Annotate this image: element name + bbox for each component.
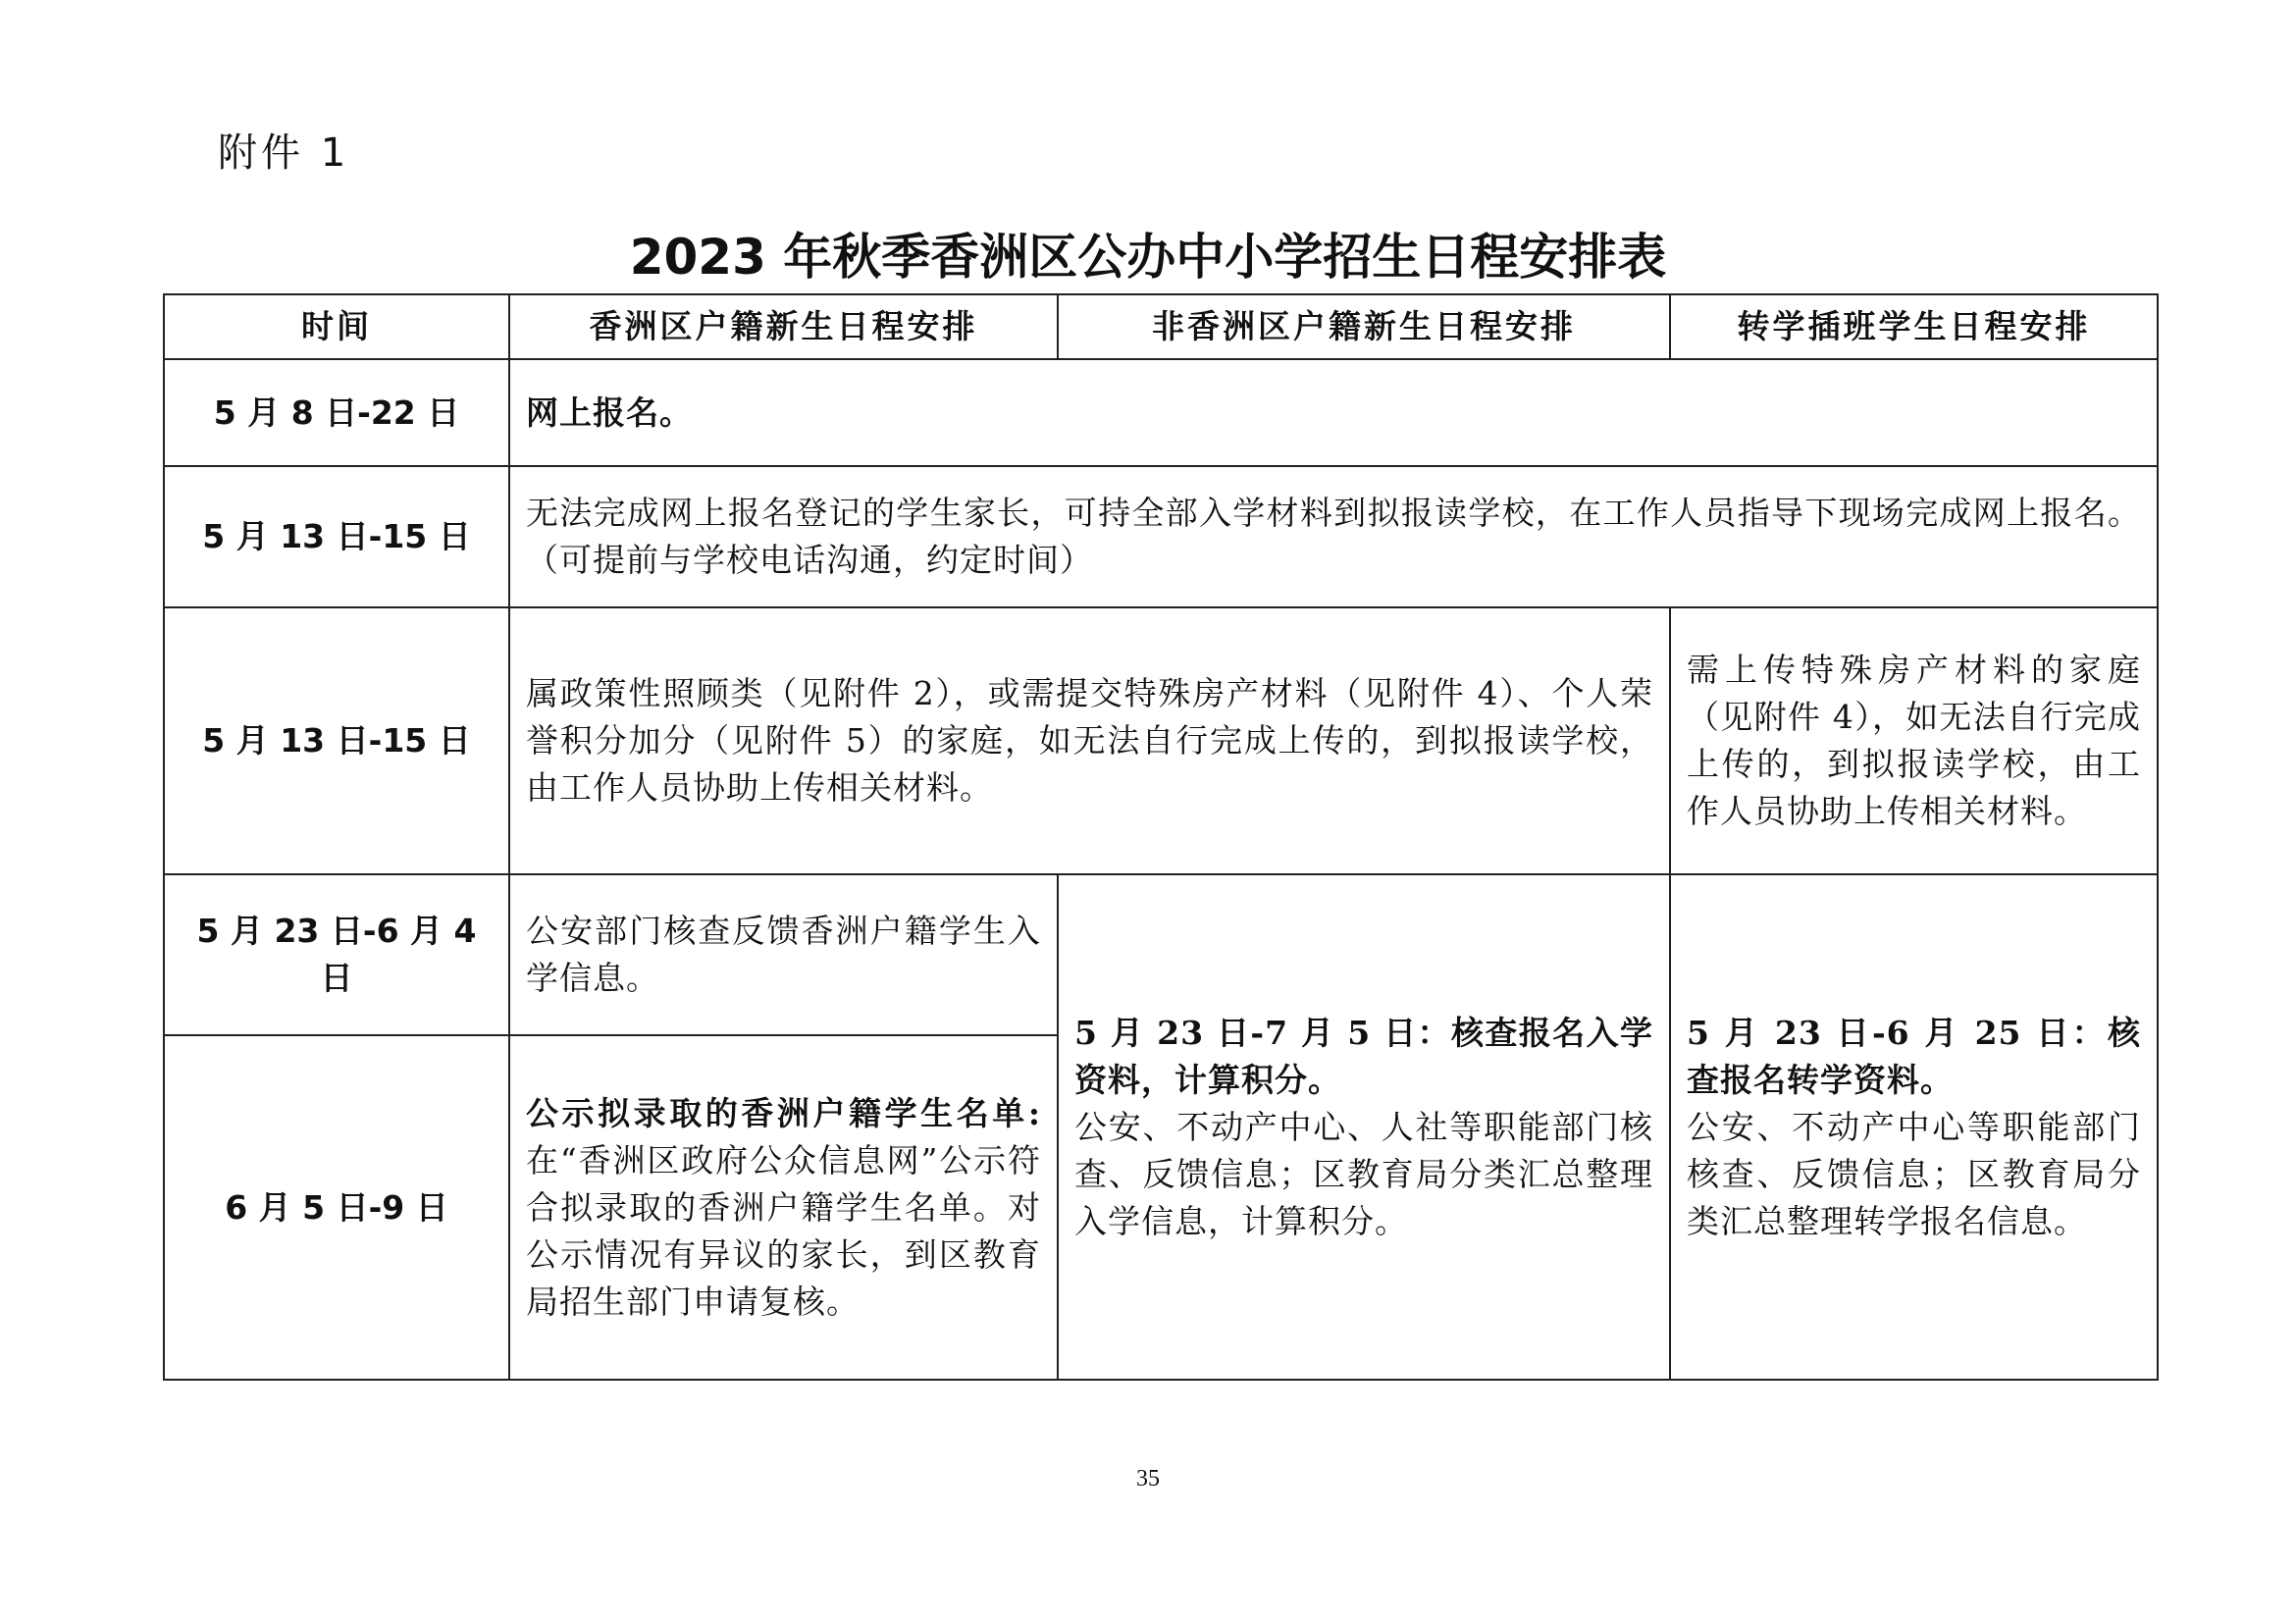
nonlocal-text: 公安、不动产中心、人社等职能部门核查、反馈信息；区教育局分类汇总整理入学信息，计算积分。 (1074, 1107, 1653, 1240)
nonlocal-content-cell (1058, 874, 1670, 1380)
content-cell: 无法完成网上报名登记的学生家长，可持全部入学材料到拟报读学校，在工作人员指导下现场完成网上报名。（可提前与学校电话沟通，约定时间） (509, 466, 2158, 607)
header-nonlocal: 非香洲区户籍新生日程安排 (1058, 294, 1670, 359)
local-content-cell: 公安部门核查反馈香洲户籍学生入学信息。 (509, 874, 1058, 1035)
transfer-text: 公安、不动产中心等职能部门核查、反馈信息；区教育局分类汇总整理转学报名信息。 (1687, 1107, 2141, 1240)
table-row (164, 874, 2158, 1035)
content-cell: 属政策性照顾类（见附件 2），或需提交特殊房产材料（见附件 4）、个人荣誉积分加分（见附件 5）的家庭，如无法自行完成上传的，到拟报读学校，由工作人员协助上传相关材料。 (509, 607, 1670, 874)
header-local: 香洲区户籍新生日程安排 (509, 294, 1058, 359)
table-row (164, 607, 2158, 874)
local-content-cell (509, 1035, 1058, 1380)
nonlocal-heading: 5 月 23 日-7 月 5 日：核查报名入学资料，计算积分。 (1074, 1013, 1653, 1099)
table-row (164, 466, 2158, 607)
time-cell: 5 月 13 日-15 日 (164, 466, 509, 607)
transfer-heading: 5 月 23 日-6 月 25 日：核查报名转学资料。 (1687, 1013, 2141, 1099)
header-transfer: 转学插班学生日程安排 (1670, 294, 2158, 359)
content-cell: 网上报名。 (509, 359, 2158, 466)
transfer-content-cell (1670, 874, 2158, 1380)
annex-label: 附件 1 (218, 131, 350, 176)
schedule-table (163, 293, 2159, 1381)
time-cell: 5 月 8 日-22 日 (164, 359, 509, 466)
table-row (164, 359, 2158, 466)
table-header-row (164, 294, 2158, 359)
time-cell: 6 月 5 日-9 日 (164, 1035, 509, 1380)
page-number: 35 (1136, 1466, 1160, 1492)
time-cell: 5 月 13 日-15 日 (164, 607, 509, 874)
header-time: 时间 (164, 294, 509, 359)
public-notice-text: 在“香洲区政府公众信息网”公示符合拟录取的香洲户籍学生名单。对公示情况有异议的家长，到区教育局招生部门申请复核。 (526, 1140, 1041, 1321)
public-notice-heading: 公示拟录取的香洲户籍学生名单: (526, 1093, 1041, 1132)
time-cell: 5 月 23 日-6 月 4 日 (164, 874, 509, 1035)
transfer-content-cell: 需上传特殊房产材料的家庭（见附件 4），如无法自行完成上传的，到拟报读学校，由工作人员协助上传相关材料。 (1670, 607, 2158, 874)
page-title: 2023 年秋季香洲区公办中小学招生日程安排表 (629, 229, 1667, 286)
